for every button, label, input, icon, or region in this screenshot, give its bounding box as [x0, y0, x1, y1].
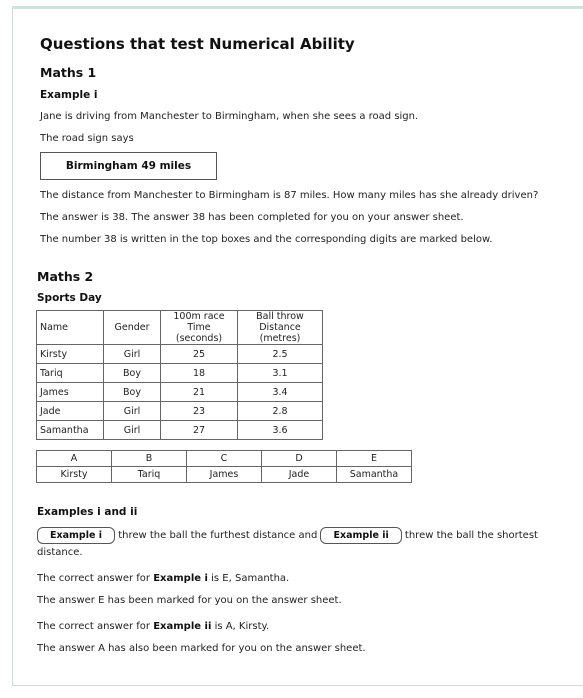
maths1-line2: The road sign says: [40, 133, 134, 144]
cell-gender: Girl: [104, 421, 161, 440]
cell-gender: Girl: [104, 402, 161, 421]
cell-gender: Boy: [104, 364, 161, 383]
maths2-heading: Maths 2: [37, 269, 94, 284]
table-row: [37, 345, 323, 364]
cell-distance: 3.1: [238, 364, 323, 383]
question-part1: threw the ball the furthest distance and: [118, 530, 318, 541]
cell-name: Jade: [37, 402, 104, 421]
answer2-line2: The answer A has also been marked for you on the answer sheet.: [37, 643, 366, 654]
answer1-line1: [37, 573, 289, 584]
option-name: Kirsty: [37, 467, 112, 483]
options-name-row: [37, 467, 412, 483]
header-name: Name: [37, 311, 104, 345]
header-gender: Gender: [104, 311, 161, 345]
page-title: Questions that test Numerical Ability: [40, 35, 355, 53]
maths1-heading: Maths 1: [40, 65, 97, 80]
cell-time: 21: [161, 383, 238, 402]
maths1-line3: The distance from Manchester to Birmingham is 87 miles. How many miles has she already driven?: [40, 190, 539, 201]
header-throw-line1: Ball throw: [256, 311, 304, 322]
maths1-line5: The number 38 is written in the top boxes and the corresponding digits are marked below.: [40, 234, 493, 245]
cell-name: Kirsty: [37, 345, 104, 364]
cell-time: 25: [161, 345, 238, 364]
cell-name: Tariq: [37, 364, 104, 383]
cell-name: James: [37, 383, 104, 402]
maths1-line4: The answer is 38. The answer 38 has been completed for you on your answer sheet.: [40, 212, 464, 223]
question-part3: distance.: [37, 547, 83, 558]
answer1-example: Example i: [153, 573, 208, 584]
header-race-line2: Time (seconds): [175, 322, 223, 344]
header-throw: [238, 311, 323, 345]
table-row: [37, 421, 323, 440]
cell-time: 23: [161, 402, 238, 421]
cell-distance: 2.5: [238, 345, 323, 364]
options-letter-row: [37, 451, 412, 467]
answer1-suffix: is E, Samantha.: [211, 573, 290, 584]
maths1-line1: Jane is driving from Manchester to Birmingham, when she sees a road sign.: [40, 111, 419, 122]
option-letter: D: [262, 451, 337, 467]
header-race: [161, 311, 238, 345]
question-part2: threw the ball the shortest: [404, 530, 538, 541]
sports-day-heading: Sports Day: [37, 292, 102, 304]
option-name: Tariq: [112, 467, 187, 483]
answer2-example: Example ii: [153, 621, 212, 632]
answer2-suffix: is A, Kirsty.: [214, 621, 270, 632]
sports-day-table: [36, 310, 323, 440]
cell-time: 27: [161, 421, 238, 440]
answer1-prefix: The correct answer for: [37, 573, 151, 584]
answer1-line2: The answer E has been marked for you on the answer sheet.: [37, 595, 342, 606]
cell-gender: Boy: [104, 383, 161, 402]
answer-options-table: [36, 450, 412, 483]
example-i-pill: Example i: [37, 527, 115, 544]
option-name: Jade: [262, 467, 337, 483]
cell-time: 18: [161, 364, 238, 383]
option-letter: A: [37, 451, 112, 467]
road-sign-box: Birmingham 49 miles: [40, 152, 217, 180]
cell-distance: 3.4: [238, 383, 323, 402]
example-ii-pill: Example ii: [320, 527, 401, 544]
option-letter: C: [187, 451, 262, 467]
cell-gender: Girl: [104, 345, 161, 364]
table-header-row: [37, 311, 323, 345]
table-row: [37, 364, 323, 383]
cell-distance: 3.6: [238, 421, 323, 440]
option-letter: B: [112, 451, 187, 467]
answer2-line1: [37, 621, 269, 632]
option-name: Samantha: [337, 467, 412, 483]
header-race-line1: 100m race: [173, 311, 225, 322]
example-label: Example i: [40, 89, 98, 101]
table-row: [37, 383, 323, 402]
option-name: James: [187, 467, 262, 483]
header-throw-line2: Distance (metres): [259, 322, 301, 344]
table-row: [37, 402, 323, 421]
examples-heading: Examples i and ii: [37, 506, 138, 518]
cell-name: Samantha: [37, 421, 104, 440]
answer2-prefix: The correct answer for: [37, 621, 151, 632]
question-line: [37, 527, 538, 544]
option-letter: E: [337, 451, 412, 467]
cell-distance: 2.8: [238, 402, 323, 421]
